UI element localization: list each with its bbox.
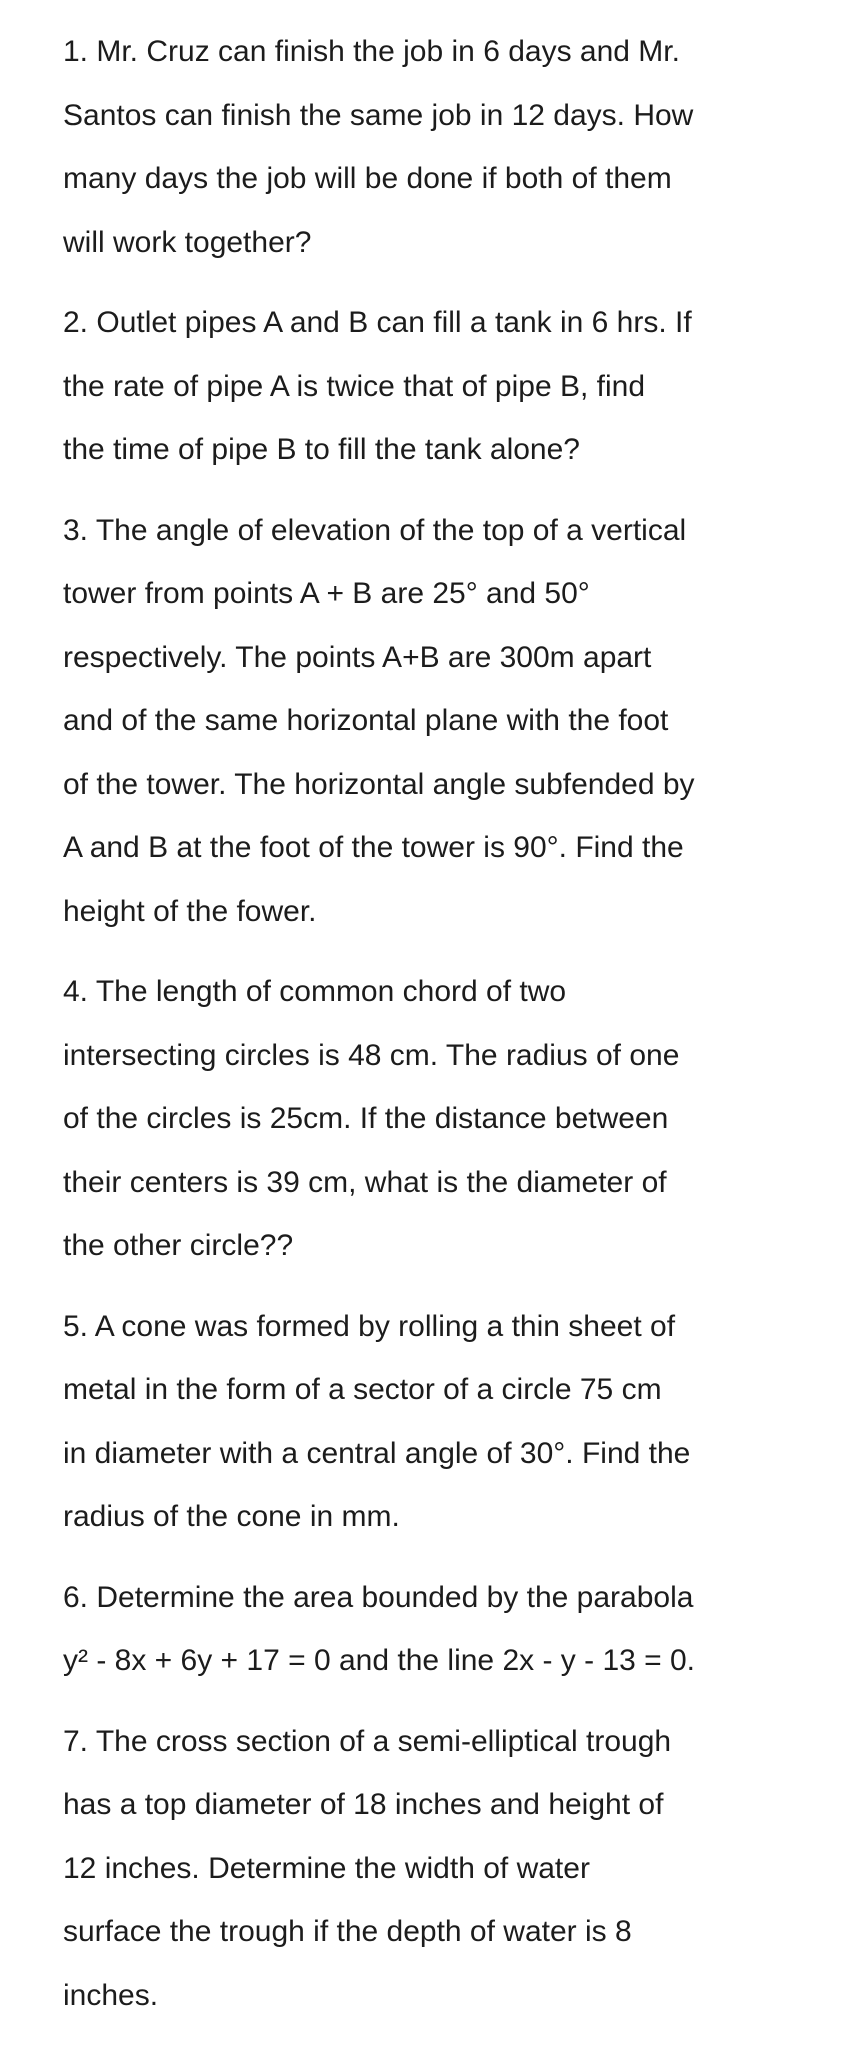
problem-6: 6. Determine the area bounded by the parabola y² - 8x + 6y + 17 = 0 and the line 2x - y - 13 = 0. xyxy=(63,1580,696,1677)
problem-7: 7. The cross section of a semi-elliptical trough has a top diameter of 18 inches and height of 12 inches. Determine the width of water surface the trough if the depth of water is 8 inches. xyxy=(63,1724,672,2012)
problem-1: 1. Mr. Cruz can finish the job in 6 days and Mr. Santos can finish the same job in 12 days. How many days the job will be done if both of them will work together? xyxy=(63,35,694,259)
problem-5: 5. A cone was formed by rolling a thin sheet of metal in the form of a sector of a circle 75 cm in diameter with a central angle of 30°. Find the radius of the cone in mm. xyxy=(63,1309,691,1533)
problem-3: 3. The angle of elevation of the top of a vertical tower from points A + B are 25° and 50° respectively. The points A+B are 300m apart and of the same horizontal plane with the foot of the tower. The horizontal angle subfended by A and B at the foot of the tower is 90°. Find the height of the fower. xyxy=(63,513,695,928)
problem-2: 2. Outlet pipes A and B can fill a tank in 6 hrs. If the rate of pipe A is twice that of pipe B, find the time of pipe B to fill the tank alone? xyxy=(63,306,692,466)
problem-4: 4. The length of common chord of two intersecting circles is 48 cm. The radius of one of the circles is 25cm. If the distance between their centers is 39 cm, what is the diameter of the other circle?? xyxy=(63,975,680,1262)
